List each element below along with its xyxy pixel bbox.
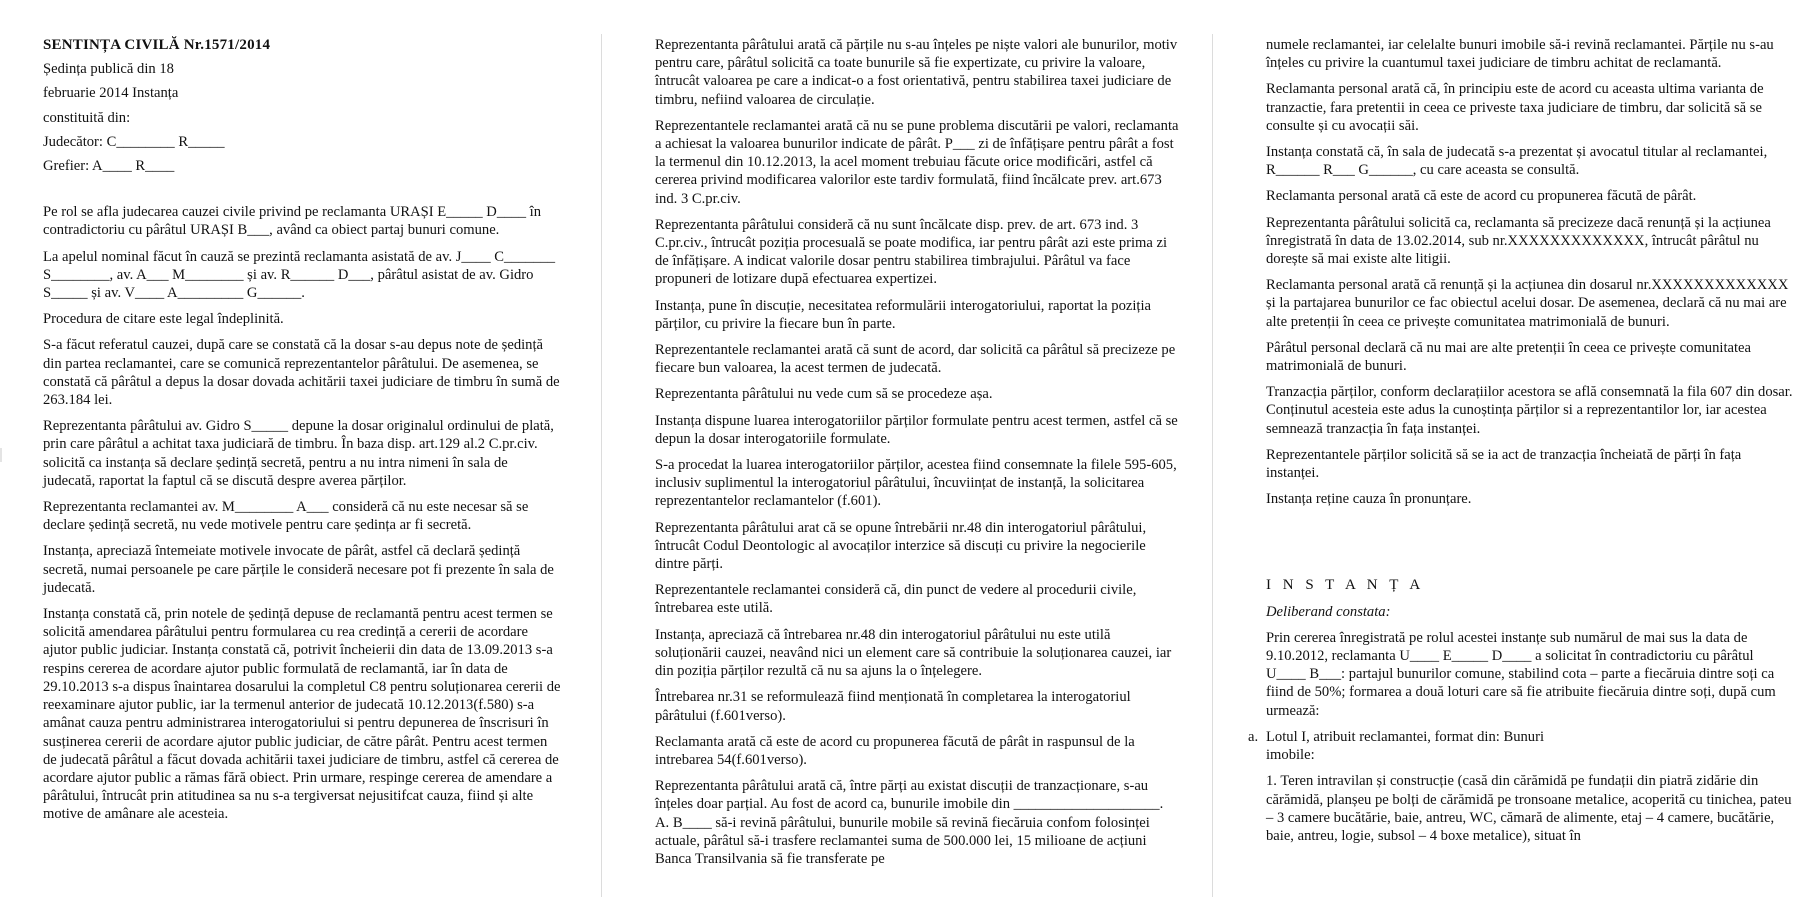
paragraph: Procedura de citare este legal îndeplinită. <box>43 311 284 328</box>
paragraph: S-a procedat la luarea interogatoriilor părților, acestea fiind consemnate la filele 595-605, inclusiv suplimentul la interogatoriul pârâtului, încuviințat de instanță, la solicitarea reprezentantelor reclamantelor (f.601). <box>655 457 1177 510</box>
paragraph: Reprezentanta reclamantei av. M________ A___ consideră că nu este necesar să se declare ședință secretă, nu vede motivele pentru care ședința ar fi secretă. <box>43 499 529 534</box>
paragraph: S-a făcut referatul cauzei, după care se constată că la dosar s-au depus note de ședință din partea reclamantei, care se comunică reprezentantelor pârâtului. De asemenea, se constată că pârâtul a depus la dosar dovada achitării taxei judiciare de timbru în sumă de 263.184 lei. <box>43 337 560 409</box>
column-1 <box>0 0 601 897</box>
paragraph: Reprezentanta pârâtului solicită ca, reclamanta să precizeze dacă renunță și la acțiunea înregistrată în data de 13.02.2014, sub nr.XXXXXXXXXXXXX, întrucât pârâtul nu dorește să mai existe alte litigii. <box>1266 214 1771 268</box>
paragraph: Reprezentantele reclamantei arată că nu se pune problema discutării pe valori, reclamanta a achiesat la valoarea bunurilor indicate de pârât. P___ zi de înfățișare pentru pârât a fost la termenul din 10.12.2013, la acel moment trebuiau făcute orice modificări, astfel că cererea privind modificarea valorilor este tardiv formulată, fiind încălcate prev. art.673 ind. 3 C.pr.civ. <box>655 117 1179 207</box>
paragraph: Pe rol se afla judecarea cauzei civile privind pe reclamanta URAȘI E_____ D____ în contradictoriu cu pârâtul URAȘI B___, având ca obiect partaj bunuri comune. <box>43 204 542 239</box>
paragraph: Reclamanta personal arată că este de acord cu propunerea făcută de pârât. <box>1266 188 1697 205</box>
column-3 <box>1213 0 1805 897</box>
section-subtitle: Deliberand constata: <box>1266 603 1391 620</box>
paragraph: Reprezentantele reclamantei arată că sunt de acord, dar solicită ca pârâtul să precizeze pe fiecare bun valoarea, la acest termen de judecată. <box>655 342 1176 377</box>
paragraph: Reprezentanta pârâtului nu vede cum să se procedeze așa. <box>655 386 993 403</box>
paragraph: Reprezentanta pârâtului arat că se opune întrebării nr.48 din interogatoriul pârâtului, întrucât Codul Deontologic al avocaților interzice să discuți cu privire la negocierile dintre părți. <box>655 519 1147 573</box>
paragraph: Reprezentantele reclamantei consideră că, din punct de vedere al procedurii civile, întrebarea este utilă. <box>655 582 1137 617</box>
paragraph: Reprezentantele părților solicită să se ia act de tranzacția încheiată de părți în fața instanței. <box>1266 446 1742 482</box>
paragraph: Instanța constată că, în sala de judecată s-a prezentat și avocatul titular al reclamantei, R______ R___ G______, cu care aceasta se consultă. <box>1266 144 1768 179</box>
section-title-instanta: I N S T A N Ț A <box>1266 577 1425 594</box>
lot-heading-cont: imobile: <box>1266 747 1315 764</box>
paragraph: Reprezentanta pârâtului arată că, între părți au existat discuții de tranzacționare, s-au înțeles doar parțial. Au fost de acord ca, bunurile imobile din ____________________. A. B____ să-i revină pârâtului, bunurile mobile să revină fiecăruia confom folosinței actuale, pârâtul să-i trasfere reclamantei suma de 500.000 lei, 15 milioane de acțiuni Banca Transilvania să fie transferate pe <box>655 778 1164 867</box>
lot-heading: Lotul I, atribuit reclamantei, format din: Bunuri <box>1266 728 1545 745</box>
paragraph: Instanța, apreciază că întrebarea nr.48 din interogatoriul pârâtului nu este utilă soluționării cauzei, neavând nici un element care să contribuie la soluționarea cauzei, iar din poziția părților rezultă că nu sa ajuns la o înțelegere. <box>655 626 1172 680</box>
paragraph: Tranzacția părților, conform declarațiilor acestora se află consemnată la fila 607 din dosar. Conținutul acesteia este adus la cunoștința părților si a reprezentantilor lor, iar acestea semnează tranzacția în fața instanței. <box>1266 384 1793 437</box>
paragraph: Prin cererea înregistrată pe rolul acestei instanțe sub numărul de mai sus la data de 9.10.2012, reclamanta U____ E_____ D____ a solicitat în contradictoriu cu pârâtul U____ B___: partajul bunurilor comune, stabilind cota – parte a fiecăruia dintre soți ca fiind de 50%; formarea a două loturi care să fie atribuite fiecăruia dintre soți, după cum urmează: <box>1266 629 1776 719</box>
column-2 <box>602 0 1212 897</box>
paragraph: Instanța dispune luarea interogatoriilor părților formulate pentru acest termen, astfel că se depun la dosar interogatoriile formulate. <box>655 412 1178 447</box>
paragraph: Reprezentanta pârâtului consideră că nu sunt încălcate disp. prev. de art. 673 ind. 3 C.pr.civ., întrucât poziția procesuală se poate modifica, iar pentru pârât azi este prima zi de înfățișare. A indicat valorile dosar pentru stabilirea timbrajului. Pârâtul va face propuneri de lotizare după efectuarea expertizei. <box>655 216 1168 288</box>
paragraph: Instanța, pune în discuție, necesitatea reformulării interogatoriului, raportat la poziția părților, cu privire la fiecare bun în parte. <box>655 297 1152 332</box>
paragraph: Instanța reține cauza în pronunțare. <box>1266 491 1472 508</box>
header-line-date: februarie 2014 Instanța <box>43 85 179 102</box>
paragraph: Întrebarea nr.31 se reformulează fiind menționată în completarea la interogatoriul pârâtului (f.601verso). <box>655 689 1131 724</box>
paragraph: Instanța constată că, prin notele de ședință depuse de reclamantă pentru acest termen se solicită amendarea pârâtului pentru formularea cu rea credință a cererii de acordare ajutor public judiciar. Instanța constată că, potrivit încheierii din data de 13.09.2013 s-a respins cererea de acordare ajutor public formulată de reclamantă, iar în data de 29.10.2013 s-a dispus înaintarea dosarului la completul C8 pentru soluționarea cererii de reexaminare ajutor public, iar la termenul anterior de judecată 10.12.2013(f.580) s-a amânat cauza pentru administrarea interogatoriului si pentru depunerea de înscrisuri în susținerea cererii de acordare ajutor public judiciar, de către pârât. Pentru acest termen de judecată pârâtul a făcut dovada achitării taxei judiciare de timbru, astfel că cererea de acordare ajutor public a rămas fără obiect. Prin urmare, respinge cererea de amendare a pârâtului, întrucât prin atitudinea sa nu s-a tergiversat nejusitifcat cauza, fiind și alte motive de amânare ale acesteia. <box>43 606 561 823</box>
paragraph: Reclamanta personal arată că renunță și la acțiunea din dosarul nr.XXXXXXXXXXXXX și la partajarea bunurilor ce fac obiectul acelui dosar. De asemenea, declară că nu mai are alte pretenții în ceea ce privește comunitatea matrimonială de bunuri. <box>1266 277 1789 330</box>
paragraph: Reprezentanta pârâtului av. Gidro S_____ depune la dosar originalul ordinului de plată, prin care pârâtul a achitat taxa judiciară de timbru. În baza disp. art.129 al.2 C.pr.civ. solicită ca instanța să declare ședință secretă, pentru a nu intra nimeni în sala de judecată, raportat la faptul că se discută despre averea părților. <box>43 418 554 489</box>
header-line-judge: Judecător: C________ R_____ <box>43 133 225 150</box>
lot-list-item <box>1248 728 1796 845</box>
paragraph: Reclamanta personal arată că, în principiu este de acord cu aceasta ultima varianta de tranzactie, fara pretentii in ceea ce priveste taxa judiciare de timbru, dar solicită să se consulte și cu avocații săi. <box>1266 81 1764 134</box>
paragraph: Instanța, apreciază întemeiate motivele invocate de pârât, astfel că declară ședință secretă, numai persoanele pe care părțile le consideră necesare pot fi prezente în sala de judecată. <box>43 543 554 596</box>
paragraph: Reclamanta arată că este de acord cu propunerea făcută de pârât in raspunsul de la intrebarea 54(f.601verso). <box>655 733 1135 768</box>
header-line-clerk: Grefier: A____ R____ <box>43 158 175 175</box>
paragraph: Reprezentanta pârâtului arată că părțile nu s-au înțeles pe niște valori ale bunurilor, motiv pentru care, pârâtul solicită ca toate bunurile să fie expertizate, cu privire la valoare, întrucât valoarea pe care a indicat-o a fost orientativă, pentru stabilirea taxei judiciare de timbru, nefiind valoarea de circulație. <box>655 37 1178 108</box>
lot-item: 1. Teren intravilan și construcție (casă din cărămidă pe fundații din piatră zidărie din cărămidă, planșeu pe bolți de cărămidă pe tronsoane metalice, acoperită cu tinichea, pateu – 3 camere bucătărie, baie, antreu, WC, cămară de alimente, etaj – 4 camere, bucătărie, baie, antreu, logie, subsol – 4 boxe metalice), situat în <box>1266 773 1792 844</box>
document-title: SENTINȚA CIVILĂ Nr.1571/2014 <box>43 37 271 53</box>
paragraph: numele reclamantei, iar celelalte bunuri imobile să-i revină reclamantei. Părțile nu s-au înțeles cu privire la cuantumul taxei judiciare de timbru achitat de reclamantă. <box>1266 37 1774 72</box>
header-line-session: Ședința publică din 18 <box>43 61 174 78</box>
list-marker: a. <box>1248 728 1259 745</box>
paragraph: La apelul nominal făcut în cauză se prezintă reclamanta asistată de av. J____ C_______ S________, av. A___ M________ și av. R______ D___, pârâtul asistat de av. Gidro S_____ și av. V____ A_________ G______. <box>43 248 556 302</box>
header-line-constituted: constituită din: <box>43 109 131 126</box>
paragraph: Pârâtul personal declară că nu mai are alte pretenții în ceea ce privește comunitatea matrimonială de bunuri. <box>1266 339 1751 375</box>
